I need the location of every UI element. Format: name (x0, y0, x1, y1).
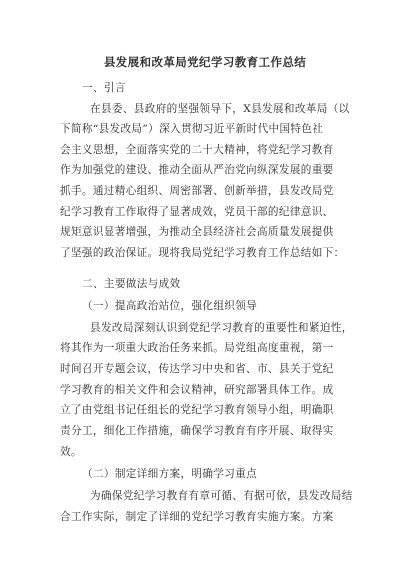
paragraph-line: 规矩意识显著增强，为推动全县经济社会高质量发展提供 (60, 226, 334, 238)
paragraph-line: 抓手。通过精心组织、周密部署、创新举措，县发改局党 (60, 185, 334, 197)
subheading-detailed-plan: （二）制定详细方案，明确学习重点 (82, 468, 258, 480)
subheading-political-stance: （一）提高政治站位，强化组织领导 (82, 300, 258, 312)
paragraph-line: 县发改局深刻认识到党纪学习教育的重要性和紧迫性， (90, 322, 353, 334)
paragraph-line: 将其作为一项重大政治任务来抓。局党组高度重视，第一 (60, 342, 334, 354)
paragraph-line: 效。 (60, 446, 82, 458)
paragraph-line: 学习教育的相关文件和会议精神，研究部署具体工作。成 (60, 384, 334, 396)
paragraph-line: 了坚强的政治保证。现将我局党纪学习教育工作总结如下： (60, 247, 345, 259)
paragraph-line: 立了由党组书记任组长的党纪学习教育领导小组，明确职 (60, 404, 334, 416)
document-title: 县发展和改革局党纪学习教育工作总结 (103, 55, 307, 69)
paragraph-line: 作为加强党的建设、推动全面从严治党向纵深发展的重要 (60, 164, 334, 176)
paragraph-line: 合工作实际，制定了详细的党纪学习教育实施方案。方案 (60, 511, 334, 523)
heading-introduction: 一、引言 (82, 82, 126, 94)
paragraph-line: 下简称“县发改局”）深入贯彻习近平新时代中国特色社 (60, 123, 324, 135)
heading-main-practices: 二、主要做法与成效 (82, 278, 181, 290)
paragraph-line: 时间召开专题会议，传达学习中央和省、市、县关于党纪 (60, 363, 334, 375)
paragraph-line: 为确保党纪学习教育有章可循、有据可依，县发改局结 (90, 490, 353, 502)
paragraph-line: 纪学习教育工作取得了显著成效，党员干部的纪律意识、 (60, 206, 334, 218)
paragraph-line: 在县委、县政府的坚强领导下，X县发展和改革局（以 (90, 103, 350, 115)
paragraph-line: 责分工，细化工作措施，确保学习教育有序开展、取得实 (60, 425, 334, 437)
paragraph-line: 会主义思想，全面落实党的二十大精神，将党纪学习教育 (60, 144, 334, 156)
